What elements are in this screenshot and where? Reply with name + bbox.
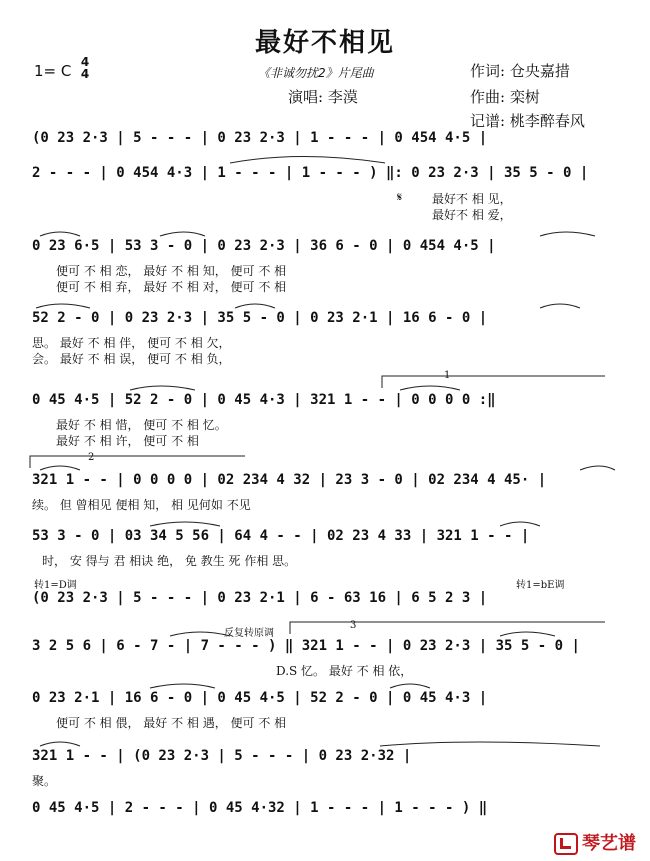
song-title: 最好不相见 [254,28,395,58]
transcriber: 记谱: 桃李醉春风 [470,112,585,130]
score-row-3: 0 23 6·5 | 53 3 - 0 | 0 23 2·3 | 36 6 - 0 | 0 454 4·5 | [32,238,496,254]
lyric-row-3-verse-1: 便可 不 相 恋， 最好 不 相 知， 便可 不 相 [56,264,287,278]
repeat-instruction: 反复转原调 [224,628,274,639]
volta-3-bracket [290,622,605,634]
slur-row-7b [500,522,540,526]
lyric-row-2-verse-1: 最好不 相 见， [432,192,512,206]
volta-2-label: 2 [88,452,95,463]
time-signature-top: 4 [80,55,90,69]
score-row-7: 53 3 - 0 | 03 34 5 56 | 64 4 - - | 02 23 4 33 | 321 1 - - | [32,528,530,544]
slur-row-3c [540,232,595,236]
lyric-row-10: 便可 不 相 偎， 最好 不 相 遇， 便可 不 相 [56,716,287,730]
singer: 演唱: 李漠 [288,88,358,106]
slur-row-4a [36,304,90,308]
slur-row-5b [400,386,460,390]
subtitle: 《非诚勿扰2》片尾曲 [258,66,374,80]
slur-row-6a [40,466,80,470]
slur-row-11b [380,742,600,746]
score-row-12: 0 45 4·5 | 2 - - - | 0 45 4·32 | 1 - - - | 1 - - - ) ‖ [32,800,488,816]
slur-row-4b [235,304,275,308]
volta-1-bracket [382,376,605,388]
slur-row-4c [540,304,580,308]
lyric-row-2-verse-2: 最好不 相 爱， [432,208,512,222]
segno-sign: 𝄋 [397,190,403,204]
score-row-5: 0 45 4·5 | 52 2 - 0 | 0 45 4·3 | 321 1 - - | 0 0 0 0 :‖ [32,392,496,408]
score-row-10: 0 23 2·1 | 16 6 - 0 | 0 45 4·5 | 52 2 - 0 | 0 45 4·3 | [32,690,488,706]
lyric-row-6: 续。 但 曾相见 便相 知， 相 见何如 不见 [32,498,251,512]
slur-row-9a [170,632,230,636]
modulation-eb: 转1=bE调 [516,580,565,591]
slur-row-9b [500,632,555,636]
slur-row-10a [150,684,215,688]
score-row-11: 321 1 - - | (0 23 2·3 | 5 - - - | 0 23 2·32 | [32,748,412,764]
lyricist: 作词: 仓央嘉措 [470,62,570,80]
watermark-text: 琴艺谱 [582,833,636,854]
slur-row-3b [160,232,205,236]
slur-row-11 [40,742,80,746]
lyric-row-3-verse-2: 便可 不 相 弃， 最好 不 相 对， 便可 不 相 [56,280,287,294]
lyric-row-5-verse-2: 最好 不 相 许， 便可 不 相 [56,434,199,448]
score-row-4: 52 2 - 0 | 0 23 2·3 | 35 5 - 0 | 0 23 2·1 | 16 6 - 0 | [32,310,488,326]
volta-3-label: 3 [350,620,357,631]
slur-row-2 [230,157,385,164]
score-row-6: 321 1 - - | 0 0 0 0 | 02 234 4 32 | 23 3 - 0 | 02 234 4 45· | [32,472,547,488]
score-row-1: (0 23 2·3 | 5 - - - | 0 23 2·3 | 1 - - - | 0 454 4·5 | [32,130,488,146]
lyric-row-4-verse-1: 思。 最好 不 相 伴， 便可 不 相 欠， [32,336,231,350]
lyric-row-9: D.S 忆。 最好 不 相 依， [276,664,413,678]
watermark [554,829,636,855]
score-row-8: (0 23 2·3 | 5 - - - | 0 23 2·1 | 6 - 63 16 | 6 5 2 3 | [32,590,488,606]
score-row-2: 2 - - - | 0 454 4·3 | 1 - - - | 1 - - - ) ‖: 0 23 2·3 | 35 5 - 0 | [32,165,589,181]
slur-row-5a [130,386,195,390]
slur-row-10b [390,684,430,688]
watermark-logo-icon [554,833,578,855]
lyric-row-11: 聚。 [32,774,57,788]
volta-1-label: 1 [444,370,451,381]
lyric-row-7: 时， 安 得与 君 相诀 绝， 免 教生 死 作相 思。 [42,554,297,568]
lyric-row-5-verse-1: 最好 不 相 惜， 便可 不 相 忆。 [56,418,227,432]
modulation-d: 转1=D调 [34,580,77,591]
composer: 作曲: 栾树 [470,88,540,106]
slur-row-7a [150,522,220,526]
time-signature-bottom: 4 [80,67,90,81]
score-row-9: 3 2 5 6 | 6 - 7 - | 7 - - - ) ‖ 321 1 - - | 0 23 2·3 | 35 5 - 0 | [32,638,580,654]
slur-row-6b [580,466,615,470]
slur-row-3a [40,232,80,236]
lyric-row-4-verse-2: 会。 最好 不 相 误， 便可 不 相 负， [32,352,231,366]
key-signature: 1= C [34,62,72,80]
